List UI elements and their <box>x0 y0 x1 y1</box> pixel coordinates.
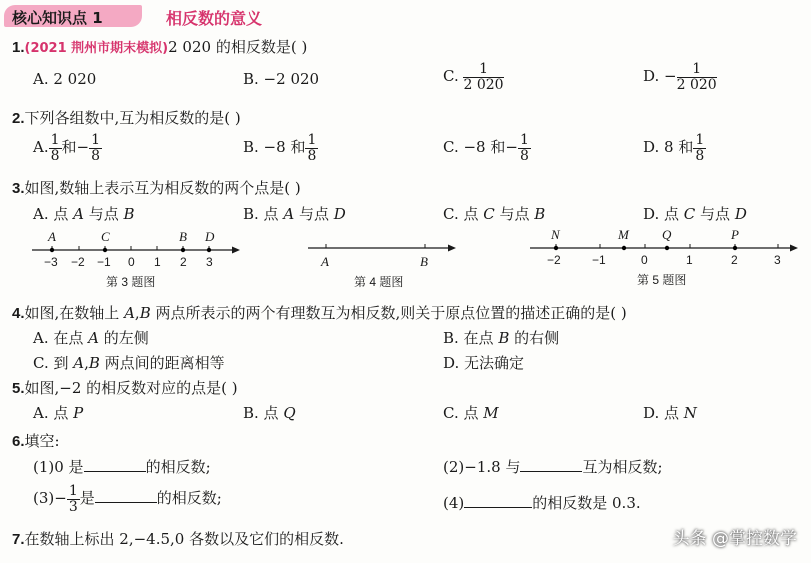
fig5-point-m <box>622 246 626 250</box>
q4-option-b: B. 在点 B 的右侧 <box>443 329 560 347</box>
answer-blank[interactable] <box>84 470 146 472</box>
question-4: 4.如图,在数轴上 A,B 两点所表示的两个有理数互为相反数,则关于原点位置的描述正确的是( ) <box>12 304 627 322</box>
section-title: 相反数的意义 <box>166 9 263 28</box>
answer-blank[interactable] <box>520 470 582 472</box>
fig4-caption: 第 4 题图 <box>354 275 404 289</box>
question-stem: 填空: <box>24 432 60 450</box>
q5-option-a: A. 点 P <box>33 404 84 422</box>
q4-option-c: C. 到 A,B 两点间的距离相等 <box>33 354 225 372</box>
q6-blank-1: (1)0 是 的相反数; <box>33 458 211 476</box>
fig5-tick: 0 <box>641 253 648 267</box>
fig4-label-b: B <box>420 254 428 269</box>
section-badge-label: 核心知识点 1 <box>12 9 103 27</box>
fig5-point-p <box>733 246 737 250</box>
q5-option-b: B. 点 Q <box>243 404 296 422</box>
fig3-tick: 2 <box>180 255 187 269</box>
number-line-figures <box>0 222 811 294</box>
fig5-tick: 1 <box>686 253 693 267</box>
fig3-label-a: A <box>48 229 56 244</box>
fig5-caption: 第 5 题图 <box>637 273 687 287</box>
question-stem: 如图,−2 的相反数对应的点是( ) <box>24 379 238 397</box>
q6-blank-3: (3)− $\frac{1}{3}$ 是 的相反数; <box>33 483 222 515</box>
question-7: 7.在数轴上标出 2,−4.5,0 各数以及它们的相反数. <box>12 530 344 548</box>
fig5-tick: 2 <box>731 253 738 267</box>
fig5-tick: 3 <box>774 253 781 267</box>
question-source: (2021 荆州市期末模拟) <box>24 41 169 56</box>
question-2: 2.下列各组数中,互为相反数的是( ) <box>12 109 241 127</box>
question-stem: 下列各组数中,互为相反数的是( ) <box>24 109 241 127</box>
fig3-tick: −1 <box>97 255 111 269</box>
watermark: 头条 @掌控数学 <box>672 529 797 549</box>
question-number: 1. <box>12 39 25 56</box>
q3-option-a: A. 点 A 与点 B <box>33 205 135 223</box>
q3-option-c: C. 点 C 与点 B <box>443 205 546 223</box>
q1-option-c: C. $\frac{1}{2 020}$ <box>443 61 504 93</box>
q2-option-c: C. −8 和− $\frac{1}{8}$ <box>443 132 529 164</box>
fig3-tick: 0 <box>128 255 135 269</box>
question-stem: 如图,数轴上表示互为相反数的两个点是( ) <box>24 179 301 197</box>
fig5-label-p: P <box>731 227 739 242</box>
fig5-tick: −2 <box>547 253 561 267</box>
q5-option-d: D. 点 N <box>643 404 697 422</box>
fig5-label-m: M <box>618 227 629 242</box>
fig4-label-a: A <box>321 254 329 269</box>
fig5-label-q: Q <box>662 227 672 242</box>
q2-option-d: D. 8 和 $\frac{1}{8}$ <box>643 132 705 164</box>
answer-blank[interactable] <box>95 501 157 503</box>
fig3-tick: −3 <box>44 255 58 269</box>
fig3-label-d: D <box>205 229 215 244</box>
fig3-tick: −2 <box>71 255 85 269</box>
fig3-point-c <box>103 248 107 252</box>
question-stem: 在数轴上标出 2,−4.5,0 各数以及它们的相反数. <box>24 530 344 548</box>
fig5-label-n: N <box>551 227 560 242</box>
fig3-point-b <box>181 248 185 252</box>
fig3-tick: 3 <box>206 255 213 269</box>
number-line-fig3 <box>32 229 240 289</box>
fig3-label-b: B <box>179 229 187 244</box>
q6-blank-2: (2)−1.8 与 互为相反数; <box>443 458 663 476</box>
fig3-point-a <box>50 248 54 252</box>
question-5: 5.如图,−2 的相反数对应的点是( ) <box>12 379 238 397</box>
fig3-tick: 1 <box>154 255 161 269</box>
fig3-caption: 第 3 题图 <box>106 275 156 289</box>
fig5-point-n <box>554 246 558 250</box>
question-1 <box>12 36 307 57</box>
number-line-fig5 <box>530 227 798 287</box>
q1-option-d: D. − $\frac{1}{2 020}$ <box>643 61 717 93</box>
question-stem: 2 020 的相反数是( ) <box>168 38 308 56</box>
fig3-label-c: C <box>101 229 110 244</box>
q4-option-a: A. 在点 A 的左侧 <box>33 329 149 347</box>
question-6: 6.填空: <box>12 432 60 450</box>
q5-option-c: C. 点 M <box>443 404 499 422</box>
q3-option-b: B. 点 A 与点 D <box>243 205 346 223</box>
fig3-point-d <box>207 248 211 252</box>
fig5-point-q <box>665 246 669 250</box>
q1-option-b: B. −2 020 <box>243 70 320 88</box>
question-3: 3.如图,数轴上表示互为相反数的两个点是( ) <box>12 179 301 197</box>
fig5-tick: −1 <box>592 253 606 267</box>
q4-option-d: D. 无法确定 <box>443 354 525 372</box>
q6-blank-4: (4) 的相反数是 0.3. <box>443 494 641 512</box>
q2-option-b: B. −8 和 $\frac{1}{8}$ <box>243 132 317 164</box>
q3-option-d: D. 点 C 与点 D <box>643 205 747 223</box>
answer-blank[interactable] <box>464 506 532 508</box>
number-line-fig4 <box>308 244 456 289</box>
q1-option-a: A. 2 020 <box>33 70 97 88</box>
q2-option-a: A. $\frac{1}{8}$ 和− $\frac{1}{8}$ <box>33 132 101 164</box>
